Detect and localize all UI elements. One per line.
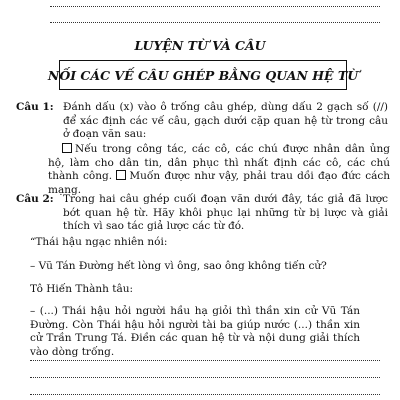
answer-line-2[interactable]: [30, 377, 380, 378]
question-1-label: Câu 1:: [16, 101, 54, 113]
quote-line-1: “Thái hậu ngạc nhiên nói:: [30, 236, 168, 248]
answer-line-1[interactable]: [30, 360, 380, 361]
question-1: [16, 101, 388, 142]
question-2-instruction: Trong hai câu ghép cuối đoạn văn dưới đây, tác giả đã lược bớt quan hệ từ. Hãy khôi phục lại những từ bị lược và giải thích vì sao tác giả lược các từ đó.: [63, 193, 388, 232]
question-2-label: Câu 2:: [16, 193, 54, 205]
quote-line-3: Tô Hiến Thành tâu:: [30, 283, 134, 295]
quote-line-4: – (...) Thái hậu hỏi người hầu hạ giỏi thì thần xin cử Vũ Tán Đường. Còn Thái hậu hỏi người tài ba giúp nước (...) thần xin cử Trần Trung Tá. Điền các quan hệ từ và nội dung giải thích vào dòng trống.: [30, 305, 360, 358]
section-title: LUYỆN TỪ VÀ CÂU: [134, 38, 266, 53]
checkbox-sentence-2[interactable]: [116, 170, 126, 180]
lesson-title: NỐI CÁC VẾ CÂU GHÉP BẰNG QUAN HỆ TỪ: [47, 67, 359, 83]
quote-line-2: – Vũ Tán Đường hết lòng vì ông, sao ông không tiến cử?: [30, 260, 327, 272]
question-2: [16, 193, 388, 234]
question-1-instruction: Đánh dấu (x) vào ô trống câu ghép, dùng dấu 2 gạch số (//) để xác định các vế câu, gạch dưới cặp quan hệ từ trong câu ở đoạn văn sau:: [63, 101, 388, 140]
question-1-passage: [48, 143, 390, 197]
lesson-title-box: [47, 60, 359, 90]
sentence-2: Muốn được như vậy, phải trau dồi đạo đức cách mạng.: [48, 170, 390, 196]
checkbox-sentence-1[interactable]: [62, 143, 72, 153]
answer-line-top-1[interactable]: [50, 6, 380, 7]
answer-line-3[interactable]: [30, 394, 380, 395]
sentence-1: Nếu trong công tác, các cô, các chú được nhân dân ủng hộ, làm cho dân tin, dân phục thì nhất định các cô, các chú thành công.: [48, 143, 390, 182]
answer-line-top-2[interactable]: [50, 22, 380, 23]
